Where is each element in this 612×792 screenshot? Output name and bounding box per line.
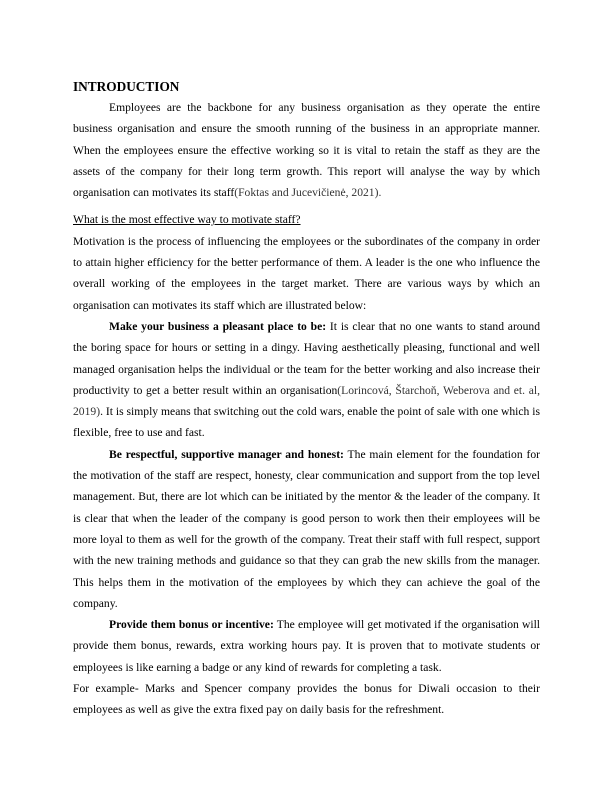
point-title: Provide them bonus or incentive: [109, 618, 274, 632]
point-text: . It is simply means that switching out the cold wars, enable the point of sale with one which is flexible, free to use and fast. [73, 405, 540, 440]
point-paragraph [73, 614, 540, 678]
subheading: What is the most effective way to motivate staff? [73, 213, 301, 227]
intro-text: Employees are the backbone for any business organisation as they operate the entire business organisation and ensure the smooth running of the business in an appropriate manner. When the employees ensure the effective working so it is vital to retain the staff as they are the assets of the company for their long term growth. This report will analyse the way by which organisation can motivates its staff [73, 101, 540, 200]
point-text: The employee will get motivated if the organisation will provide them bonus, rewards, extra working hours pay. It is proven that to motivate students or employees is like earning a badge or any kind of rewards for completing a task. [73, 618, 541, 674]
motivation-paragraph: Motivation is the process of influencing the employees or the subordinates of the company in order to attain higher efficiency for the better performance of them. A leader is the one who influence the overall working of the employees in the target market. There are various ways by which an organisation can motivates its staff which are illustrated below: [73, 234, 540, 312]
point-title: Be respectful, supportive manager and honest: [109, 447, 344, 461]
citation: (Foktas and Jucevičienė, 2021). [234, 186, 382, 200]
example-paragraph: For example- Marks and Spencer company provides the bonus for Diwali occasion to their employees as well as give the extra fixed pay on daily basis for the refreshment. [73, 682, 540, 717]
point-paragraph [73, 444, 540, 614]
document-page [73, 78, 540, 721]
section-heading: INTRODUCTION [73, 79, 180, 94]
intro-paragraph [73, 97, 540, 203]
point-title: Make your business a pleasant place to be: [109, 319, 327, 333]
point-text: It is clear that no one wants to stand around the boring space for hours or setting in a dingy. Having aesthetically pleasing, functional and well managed organisation helps the individual or the team for the better working and also increase their productivity to get a better result within an organisation [73, 319, 540, 397]
point-text: The main element for the foundation for the motivation of the staff are respect, honesty, clear communication and support from the top level management. But, there are lot which can be initiated by the mentor & the leader of the company. It is clear that when the leader of the company is good person to work then their employees will be more loyal to them as well for the growth of the company. Treat their staff with full respect, support with the new training methods and guidance so that they can grab the new skills from the manager. This helps them in the motivation of the employees by which they can achieve the goal of the company. [73, 447, 540, 610]
citation: (Lorincová, Štarchoň, Weberova and et. al, 2019) [73, 383, 540, 419]
point-paragraph [73, 316, 540, 444]
